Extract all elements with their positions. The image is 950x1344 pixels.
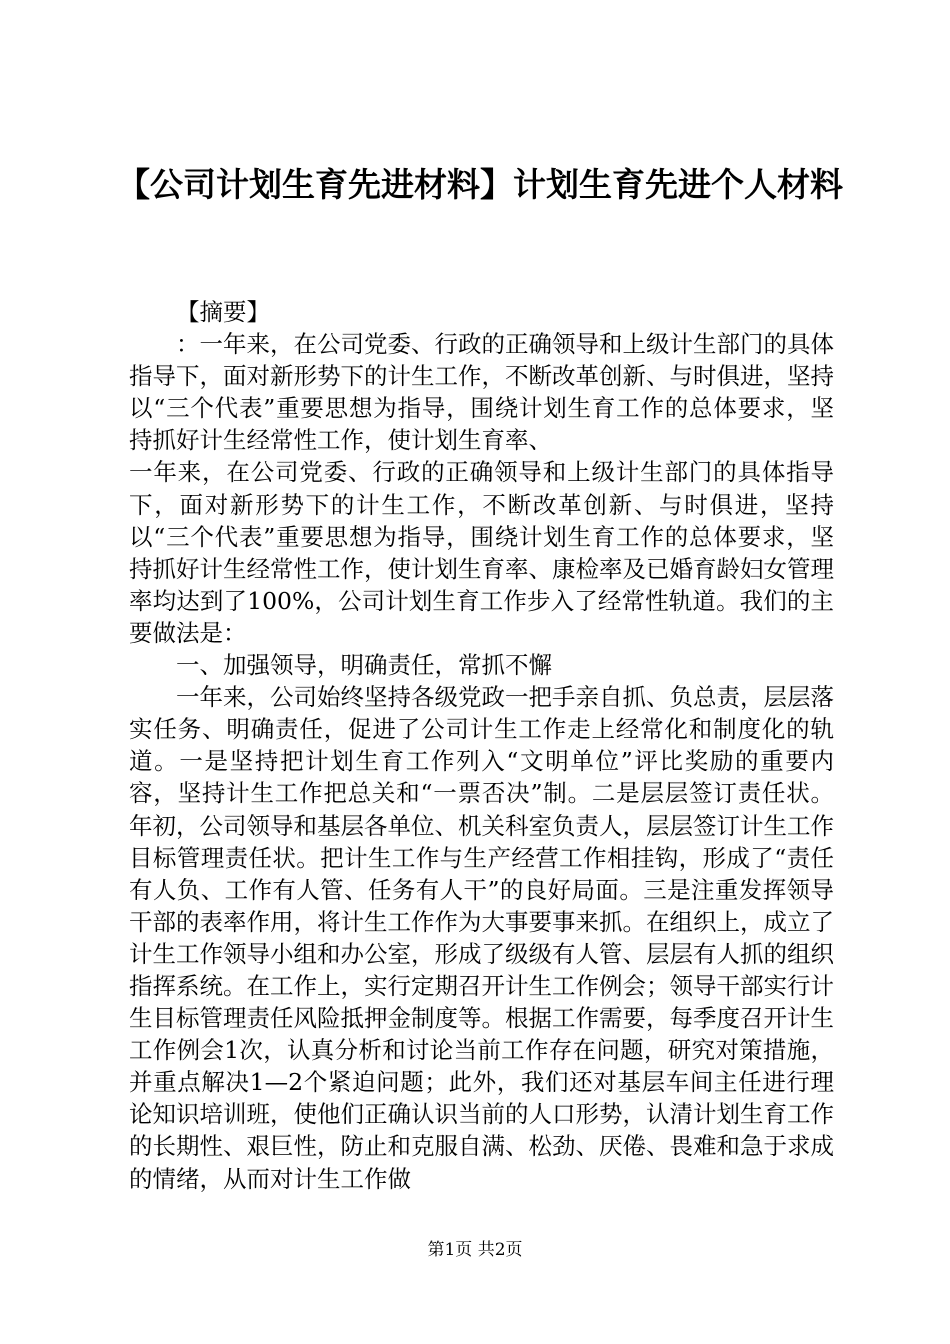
intro-paragraph: 一年来，在公司党委、行政的正确领导和上级计生部门的具体指导下，面对新形势下的计生工作，不断改革创新、与时俱进，坚持以“三个代表”重要思想为指导，围绕计划生育工作的总体要求，坚持抓好计生经常性工作，使计划生育率、康检率及已婚育龄妇女管理率均达到了100%，公司计划生育工作步入了经常性轨道。我们的主要做法是： <box>129 458 834 647</box>
document-body <box>129 296 834 1195</box>
section-paragraph-1: 一年来，公司始终坚持各级党政一把手亲自抓、负总责，层层落实任务、明确责任，促进了公司计生工作走上经常化和制度化的轨道。一是坚持把计划生育工作列入“文明单位”评比奖励的重要内容，坚持计生工作把总关和“一票否决”制。二是层层签订责任状。年初，公司领导和基层各单位、机关科室负责人，层层签订计生工作目标管理责任状。把计生工作与生产经营工作相挂钩，形成了“责任有人负、工作有人管、任务有人干”的良好局面。三是注重发挥领导干部的表率作用，将计生工作作为大事要事来抓。在组织上，成立了计生工作领导小组和办公室，形成了级级有人管、层层有人抓的组织指挥系统。在工作上，实行定期召开计生工作例会；领导干部实行计生目标管理责任风险抵押金制度等。根据工作需要，每季度召开计生工作例会1次，认真分析和讨论当前工作存在问题，研究对策措施，并重点解决1—2个紧迫问题；此外，我们还对基层车间主任进行理论知识培训班，使他们正确认识当前的人口形势，认清计划生育工作的长期性、艰巨性，防止和克服自满、松劲、厌倦、畏难和急于求成的情绪，从而对计生工作做 <box>129 683 834 1193</box>
page-number-footer: 第1页 共2页 <box>427 1240 523 1260</box>
document-title: 【公司计划生育先进材料】计划生育先进个人材料 <box>117 165 843 204</box>
abstract-heading: 【摘要】 <box>176 298 270 326</box>
abstract-paragraph: ：一年来，在公司党委、行政的正确领导和上级计生部门的具体指导下，面对新形势下的计生工作，不断改革创新、与时俱进，坚持以“三个代表”重要思想为指导，围绕计划生育工作的总体要求，坚持抓好计生经常性工作，使计划生育率、 <box>129 330 834 455</box>
section-heading-1: 一、加强领导，明确责任，常抓不懈 <box>176 651 552 680</box>
